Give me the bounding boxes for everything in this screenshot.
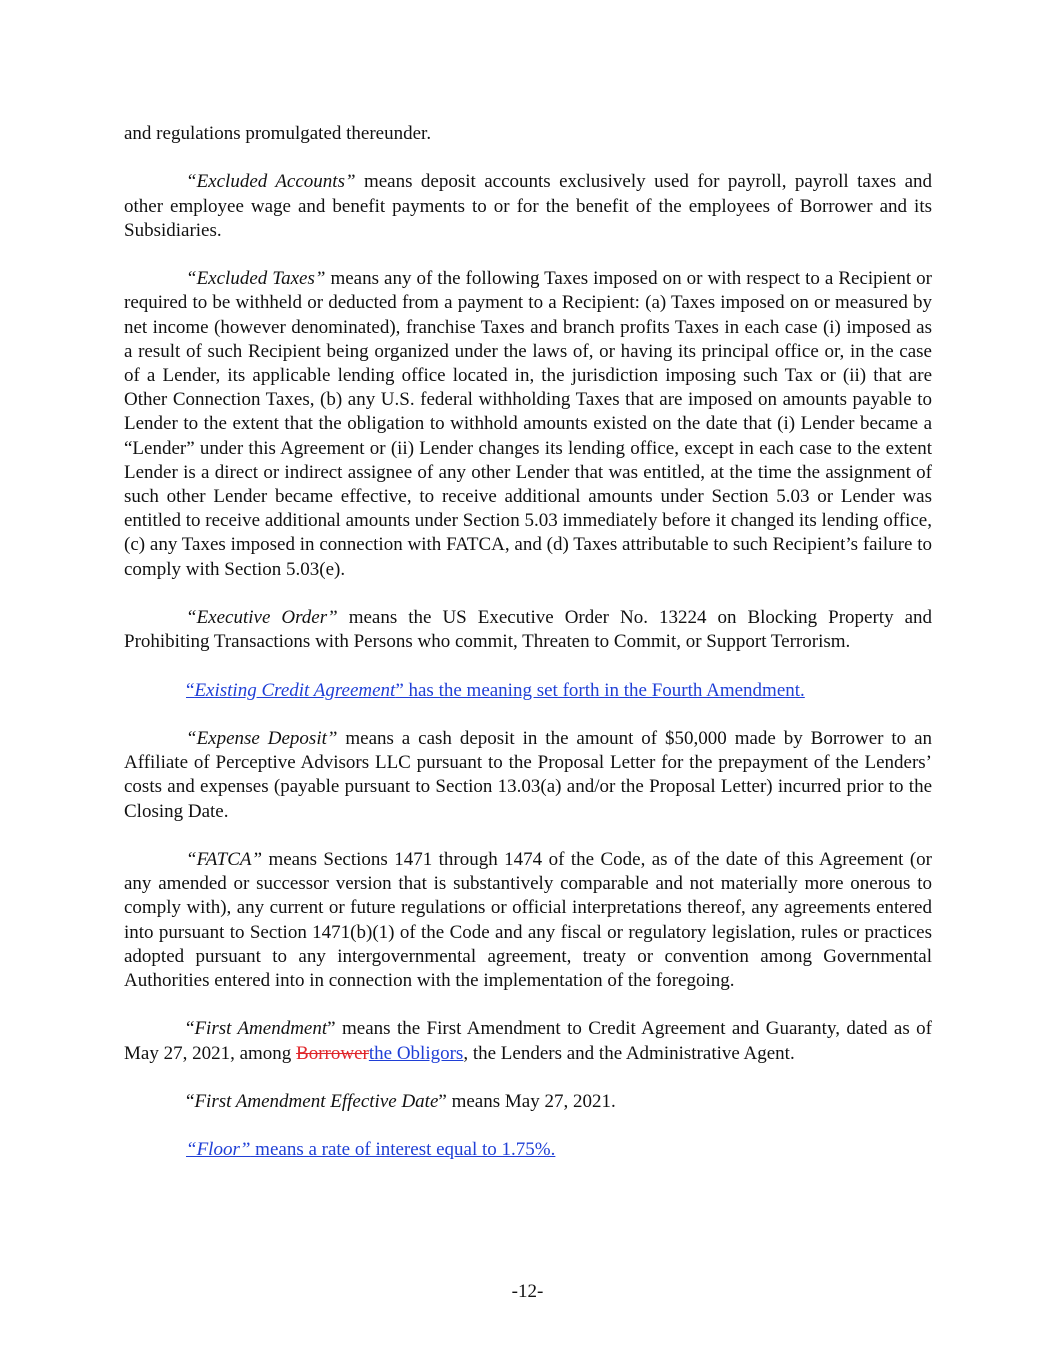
open-quote: “ — [186, 1091, 195, 1112]
definition-text: ” means the First Amendment to Credit Agreement and Guaranty, dated as of May 27, 2021, among — [124, 1018, 932, 1064]
definition-text: means a cash deposit in the amount of $50,000 made by Borrower to an Affiliate of Perceptive Advisors LLC pursuant to the Proposal Letter for the prepayment of the Lenders’ costs and expenses (payable pursuant to Section 13.03(a) and/or the Proposal Letter) incurred prior to the Closing Date. — [124, 728, 932, 822]
page-number: -12- — [511, 1281, 544, 1302]
definition-text: means any of the following Taxes imposed on or with respect to a Recipient or required to be withheld or deducted from a payment to a Recipient: (a) Taxes imposed on or measured by net income (however denominated), franchise Taxes and branch profits Taxes in each case (i) imposed as a result of such Recipient being organized under the laws of, or having its principal office or, in the case of a Lender, its applicable lending office located in, the jurisdiction imposing such Tax or (ii) that are Other Connection Taxes, (b) any U.S. federal withholding Taxes that are imposed on amounts payable to Lender to the extent that the obligation to withhold amounts existed on the date that (i) Lender became a “Lender” under this Agreement or (ii) Lender changes its lending office, except in each case to the extent Lender is a direct or indirect assignee of any other Lender that was entitled, at the time the assignment of such other Lender became effective, to receive additional amounts under Section 5.03 or Lender was entitled to receive additional amounts under Section 5.03 immediately before it changed its lending office, (c) any Taxes imposed in connection with FATCA, and (d) Taxes attributable to such Recipient’s failure to comply with Section 5.03(e). — [124, 268, 933, 580]
definition-existing-credit-agreement — [124, 679, 932, 703]
defined-term: Existing Credit Agreement — [194, 679, 396, 701]
deleted-text: Borrower — [296, 1042, 369, 1064]
definition-text: means deposit accounts exclusively used for payroll, payroll taxes and other employee wage and benefit payments to or for the benefit of the employees of Borrower and its Subsidiaries. — [124, 171, 933, 241]
open-quote: “ — [186, 679, 195, 701]
definition-excluded-taxes — [124, 267, 932, 582]
definition-fatca — [124, 848, 932, 993]
inserted-text — [186, 1139, 555, 1160]
definition-excluded-accounts — [124, 170, 932, 243]
continuation-paragraph — [124, 122, 932, 146]
open-quote: “ — [186, 1018, 195, 1040]
definition-first-amendment-effective-date — [124, 1090, 932, 1114]
definition-text: means a rate of interest equal to 1.75%. — [250, 1139, 556, 1161]
defined-term: “Executive Order” — [186, 607, 338, 629]
defined-term: “FATCA” — [186, 849, 263, 870]
definition-text-end: , the Lenders and the Administrative Agent. — [463, 1042, 795, 1064]
definition-text: ” has the meaning set forth in the Fourth Amendment. — [395, 679, 805, 701]
defined-term: “Excluded Taxes” — [186, 268, 326, 290]
definition-text: means the US Executive Order No. 13224 on Blocking Property and Prohibiting Transactions with Persons who commit, Threaten to Commit, or Support Terrorism. — [124, 607, 933, 653]
defined-term: “Excluded Accounts” — [186, 171, 356, 193]
document-page — [124, 122, 932, 1187]
defined-term: “Expense Deposit” — [186, 728, 338, 749]
inserted-text — [186, 680, 805, 701]
continuation-text: and regulations promulgated thereunder. — [124, 123, 432, 144]
definition-text: ” means May 27, 2021. — [438, 1091, 616, 1112]
defined-term: “Floor” — [186, 1139, 251, 1161]
defined-term: First Amendment — [194, 1018, 328, 1040]
definition-first-amendment — [124, 1017, 932, 1065]
definition-floor — [124, 1138, 932, 1162]
defined-term: First Amendment Effective Date — [194, 1091, 439, 1112]
definition-executive-order — [124, 606, 932, 654]
inserted-text: the Obligors — [368, 1042, 464, 1064]
definition-text: means Sections 1471 through 1474 of the Code, as of the date of this Agreement (or any amended or successor version that is substantively comparable and not materially more onerous to comply with), any current or future regulations or official interpretations thereof, any agreements entered into pursuant to Section 1471(b)(1) of the Code and any fiscal or regulatory legislation, rules or practices adopted pursuant to any intergovernmental agreement, treaty or convention among Governmental Authorities entered into in connection with the implementation of the foregoing. — [124, 849, 932, 992]
definition-expense-deposit — [124, 727, 932, 824]
